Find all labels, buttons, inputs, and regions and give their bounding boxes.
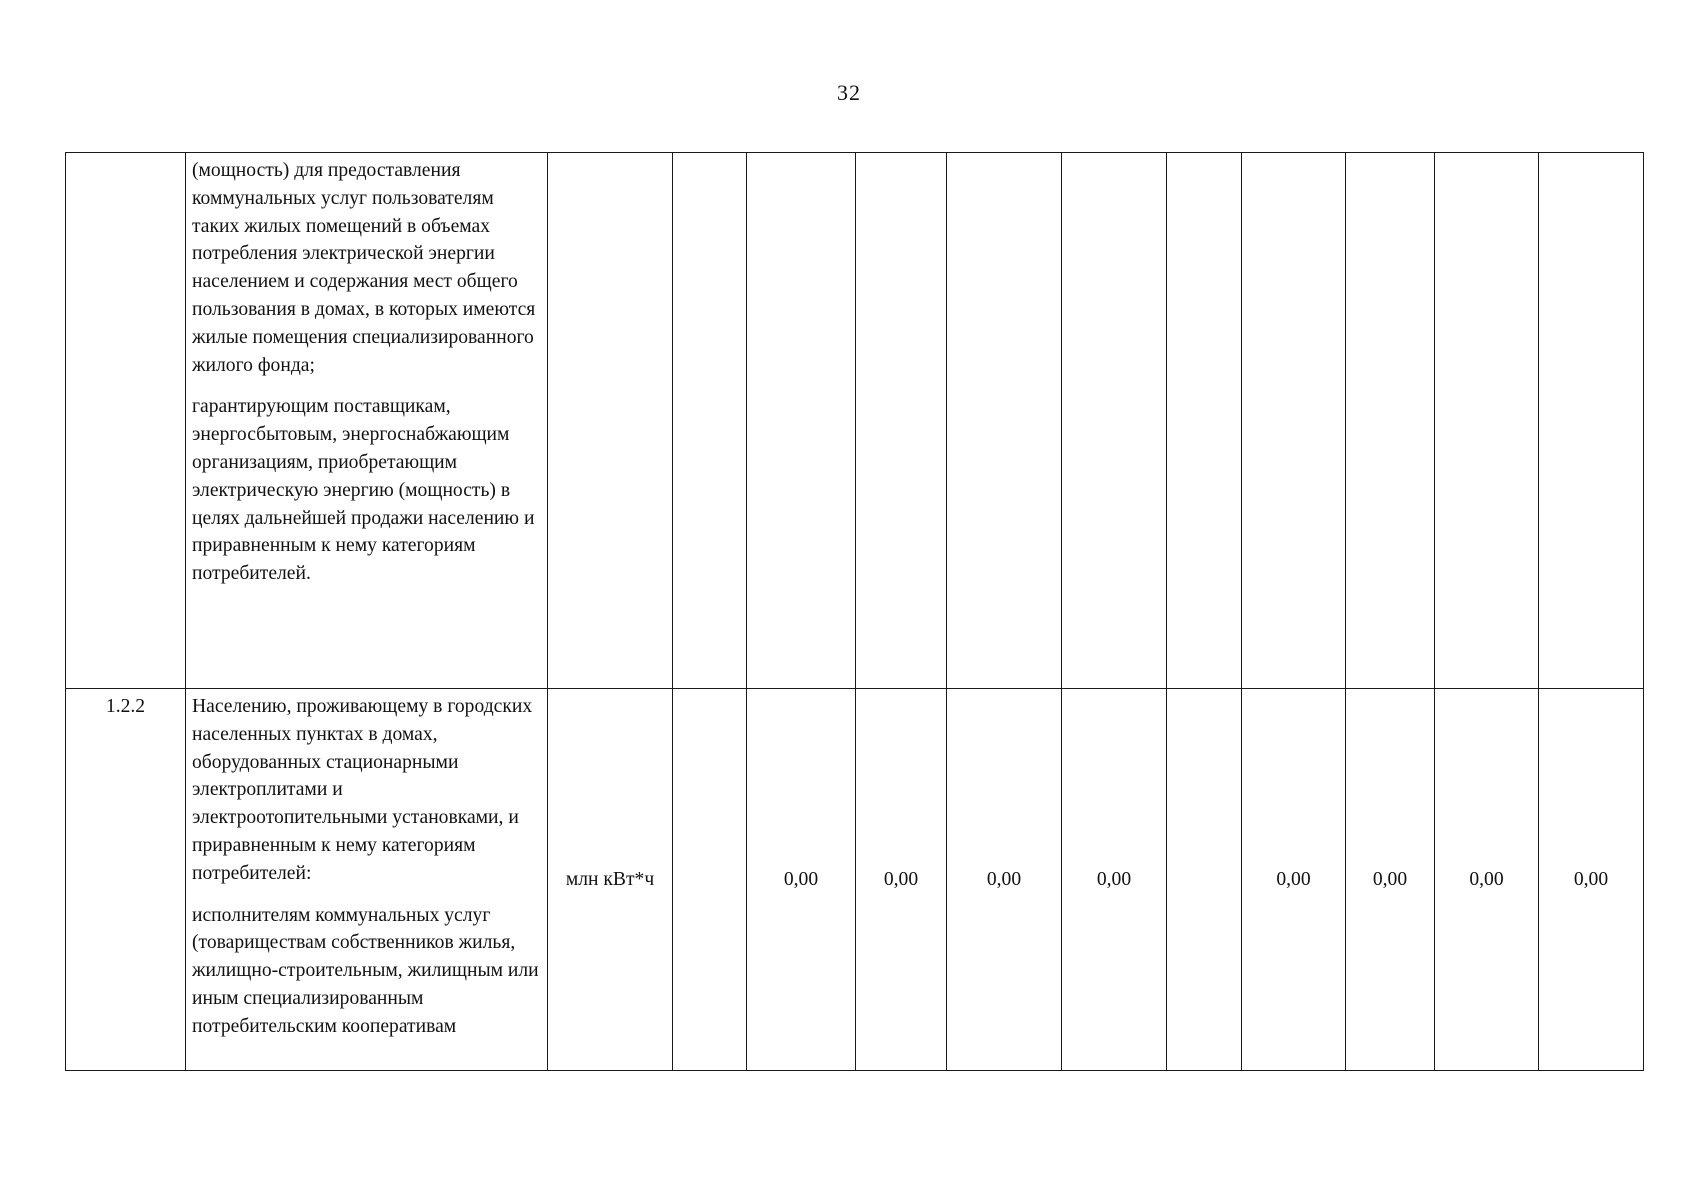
- value-cell: 0,00: [1242, 689, 1346, 1071]
- value-cell: [1062, 153, 1167, 689]
- value-cell: [1242, 153, 1346, 689]
- value-cell: 0,00: [1346, 689, 1435, 1071]
- description-paragraph: исполнителям коммунальных услуг (товариществам собственников жилья, жилищно-строительным, жилищным или иным специализированным потребительским кооперативам: [192, 904, 539, 1037]
- balance-table: [65, 152, 1644, 1071]
- description-paragraph: (мощность) для предоставления коммунальных услуг пользователям таких жилых помещений в объемах потребления электрической энергии населением и содержания мест общего пользования в домах, в которых имеются жилые помещения специализированного жилого фонда;: [192, 160, 536, 376]
- value-cell: [673, 689, 747, 1071]
- row-description-cell: [186, 153, 548, 689]
- page-number: 32: [837, 80, 861, 105]
- unit-cell: [548, 153, 673, 689]
- value-cell: [947, 153, 1062, 689]
- row-number-cell: [66, 153, 186, 689]
- row-description-cell: [186, 689, 548, 1071]
- value-cell: 0,00: [1539, 689, 1644, 1071]
- value-cell: 0,00: [1435, 689, 1539, 1071]
- value-cell: [673, 153, 747, 689]
- unit-cell: млн кВт*ч: [548, 689, 673, 1071]
- value-cell: 0,00: [1062, 689, 1167, 1071]
- value-cell: [1167, 689, 1242, 1071]
- table-row: [66, 153, 1644, 689]
- value-cell: [856, 153, 947, 689]
- value-cell: 0,00: [947, 689, 1062, 1071]
- value-cell: [1167, 153, 1242, 689]
- description-paragraph: гарантирующим поставщикам, энергосбытовым, энергоснабжающим организациям, приобретающим электрическую энергию (мощность) в целях дальнейшей продажи населению и приравненным к нему категориям потребителей.: [192, 396, 535, 585]
- row-number-cell: 1.2.2: [66, 689, 186, 1071]
- table-row: [66, 689, 1644, 1071]
- value-cell: 0,00: [856, 689, 947, 1071]
- value-cell: [747, 153, 856, 689]
- value-cell: [1346, 153, 1435, 689]
- value-cell: [1435, 153, 1539, 689]
- value-cell: 0,00: [747, 689, 856, 1071]
- description-paragraph: Населению, проживающему в городских населенных пунктах в домах, оборудованных стационарными электроплитами и электроотопительными установками, и приравненным к нему категориям потребителей:: [192, 696, 533, 884]
- value-cell: [1539, 153, 1644, 689]
